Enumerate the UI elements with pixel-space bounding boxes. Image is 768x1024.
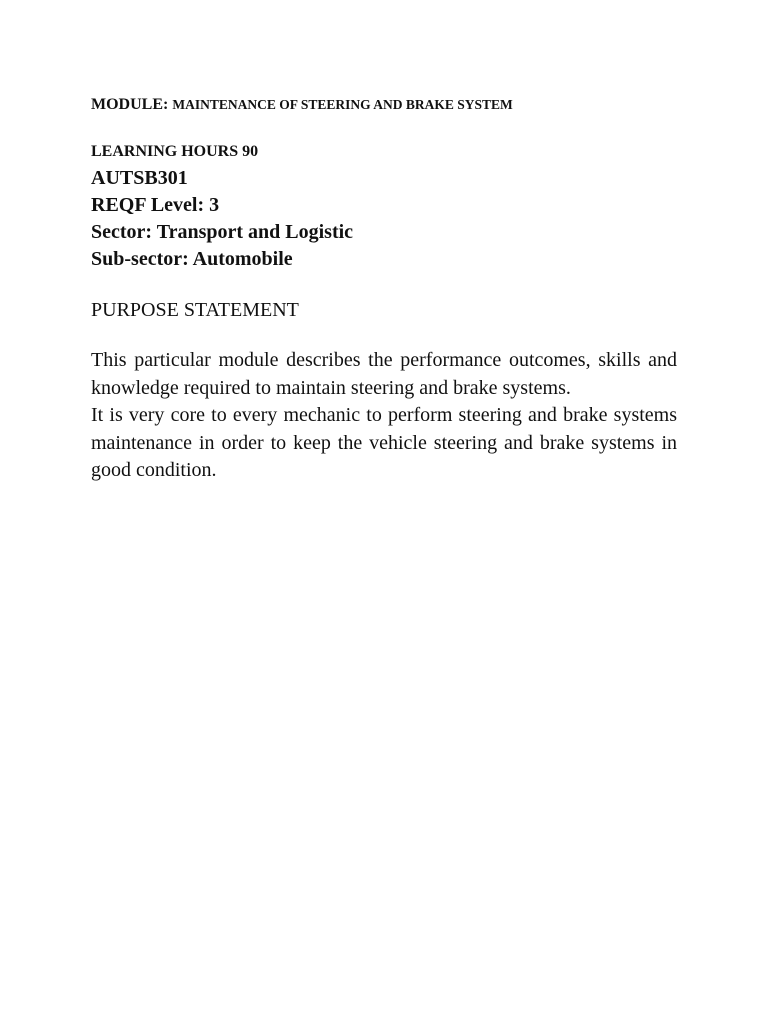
reqf-level: REQF Level: 3	[91, 194, 220, 216]
module-code: AUTSB301	[91, 167, 188, 189]
purpose-statement-heading: PURPOSE STATEMENT	[91, 299, 299, 321]
learning-hours: LEARNING HOURS 90	[91, 143, 259, 160]
purpose-paragraph-2: It is very core to every mechanic to perform steering and brake systems maintenance in order to keep the vehicle steering and brake systems in good condition.	[91, 404, 677, 481]
module-title: MAINTENANCE OF STEERING AND BRAKE SYSTEM	[172, 97, 513, 112]
purpose-paragraph-1: This particular module describes the performance outcomes, skills and knowledge required to maintain steering and brake systems.	[91, 349, 677, 399]
module-prefix: MODULE:	[91, 96, 169, 113]
sub-sector: Sub-sector: Automobile	[91, 248, 293, 270]
module-heading	[91, 93, 677, 117]
sector: Sector: Transport and Logistic	[91, 221, 354, 243]
document-page	[91, 93, 677, 485]
